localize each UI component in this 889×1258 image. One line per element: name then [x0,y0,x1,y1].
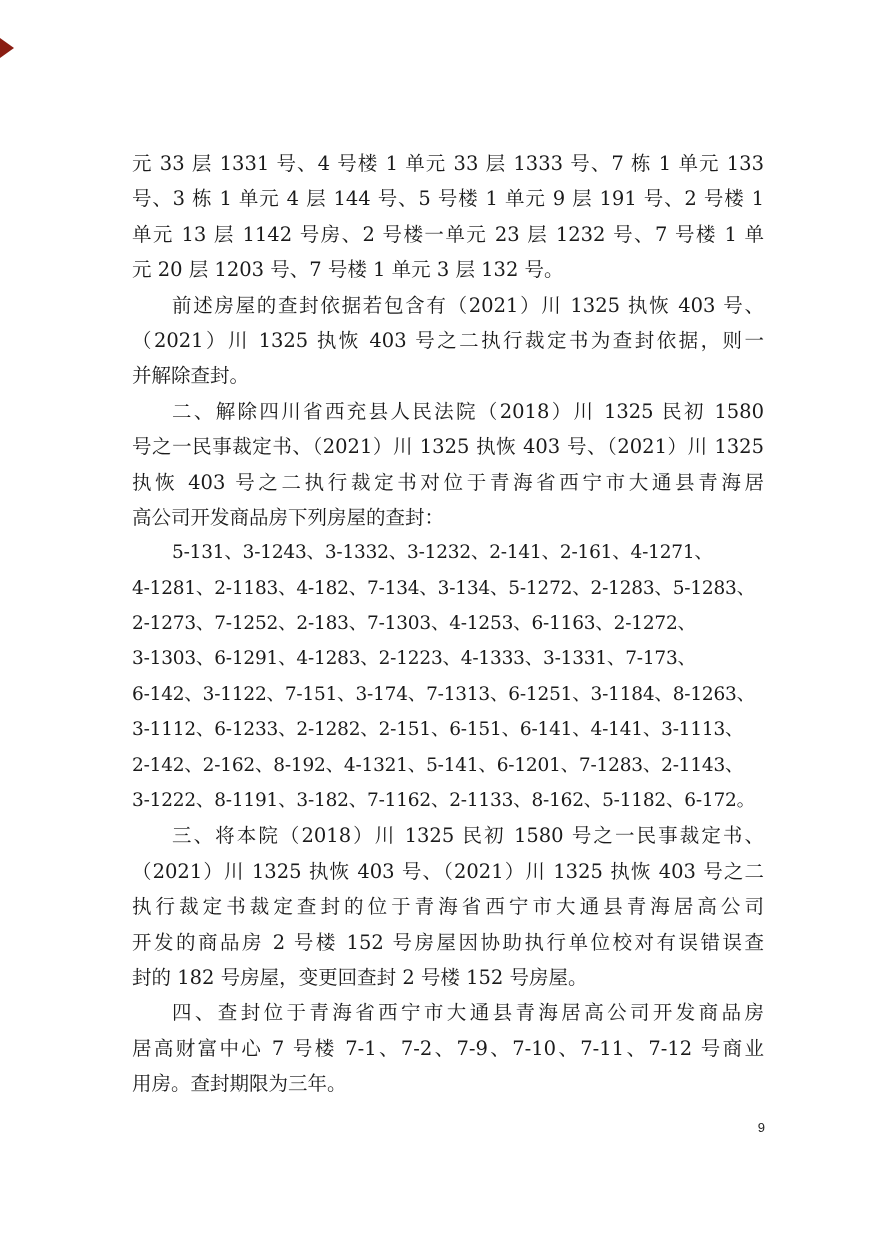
text-line: 封的 182 号房屋，变更回查封 2 号楼 152 号房屋。 [132,965,588,989]
paragraph-two [132,394,764,536]
text-line: （2021）川 1325 执恢 403 号之二执行裁定书为查封依据，则一 [132,328,764,352]
document-body [132,146,764,1102]
paragraph-continued [132,146,764,288]
text-line: 执行裁定书裁定查封的位于青海省西宁市大通县青海居高公司 [132,895,764,919]
page-number: 9 [757,1120,765,1135]
text-line: 四、查封位于青海省西宁市大通县青海居高公司开发商品房 [172,1001,764,1025]
unit-list-line: 5-131、3-1243、3-1332、3-1232、2-141、2-161、4-1271、 [172,542,713,564]
unit-list-line: 3-1222、8-1191、3-182、7-1162、2-1133、8-162、5-1182、6-172。 [132,790,755,812]
text-line: 居高财富中心 7 号楼 7-1、7-2、7-9、7-10、7-11、7-12 号商业 [132,1036,764,1060]
unit-list-line: 2-142、2-162、8-192、4-1321、5-141、6-1201、7-1283、2-1143、 [132,754,744,776]
unit-list-line: 4-1281、2-1183、4-182、7-134、3-134、5-1272、2-1283、5-1283、 [132,577,755,599]
text-line: 开发的商品房 2 号楼 152 号房屋因协助执行单位校对有误错误查 [132,930,764,954]
unit-list [132,535,764,818]
text-line: 二、解除四川省西充县人民法院（2018）川 1325 民初 1580 [172,399,764,423]
text-line: 号、3 栋 1 单元 4 层 144 号、5 号楼 1 单元 9 层 191 号、2 号楼 1 [132,187,764,211]
paragraph-basis [132,288,764,394]
text-line: （2021）川 1325 执恢 403 号、（2021）川 1325 执恢 403 号之二 [132,859,764,883]
unit-list-line: 3-1112、6-1233、2-1282、2-151、6-151、6-141、4-141、3-1113、 [132,719,744,741]
text-line: 元 33 层 1331 号、4 号楼 1 单元 33 层 1333 号、7 栋 1 单元 133 [132,152,764,175]
binding-mark [0,38,14,58]
text-line: 元 20 层 1203 号、7 号楼 1 单元 3 层 132 号。 [132,258,564,282]
text-line: 号之一民事裁定书、（2021）川 1325 执恢 403 号、（2021）川 1325 [132,435,764,459]
paragraph-four [132,995,764,1101]
text-line: 用房。查封期限为三年。 [132,1072,347,1096]
text-line: 并解除查封。 [132,364,250,388]
text-line: 高公司开发商品房下列房屋的查封： [132,505,445,529]
unit-list-line: 2-1273、7-1252、2-183、7-1303、4-1253、6-1163、2-1272、 [132,613,696,635]
paragraph-three [132,818,764,995]
text-line: 三、将本院（2018）川 1325 民初 1580 号之一民事裁定书、 [172,824,764,848]
unit-list-line: 6-142、3-1122、7-151、3-174、7-1313、6-1251、3-1184、8-1263、 [132,683,755,705]
text-line: 前述房屋的查封依据若包含有（2021）川 1325 执恢 403 号、 [172,293,764,317]
text-line: 单元 13 层 1142 号房、2 号楼一单元 23 层 1232 号、7 号楼 1 单 [132,222,764,246]
unit-list-line: 3-1303、6-1291、4-1283、2-1223、4-1333、3-1331、7-173、 [132,648,696,670]
text-line: 执恢 403 号之二执行裁定书对位于青海省西宁市大通县青海居 [132,470,764,494]
